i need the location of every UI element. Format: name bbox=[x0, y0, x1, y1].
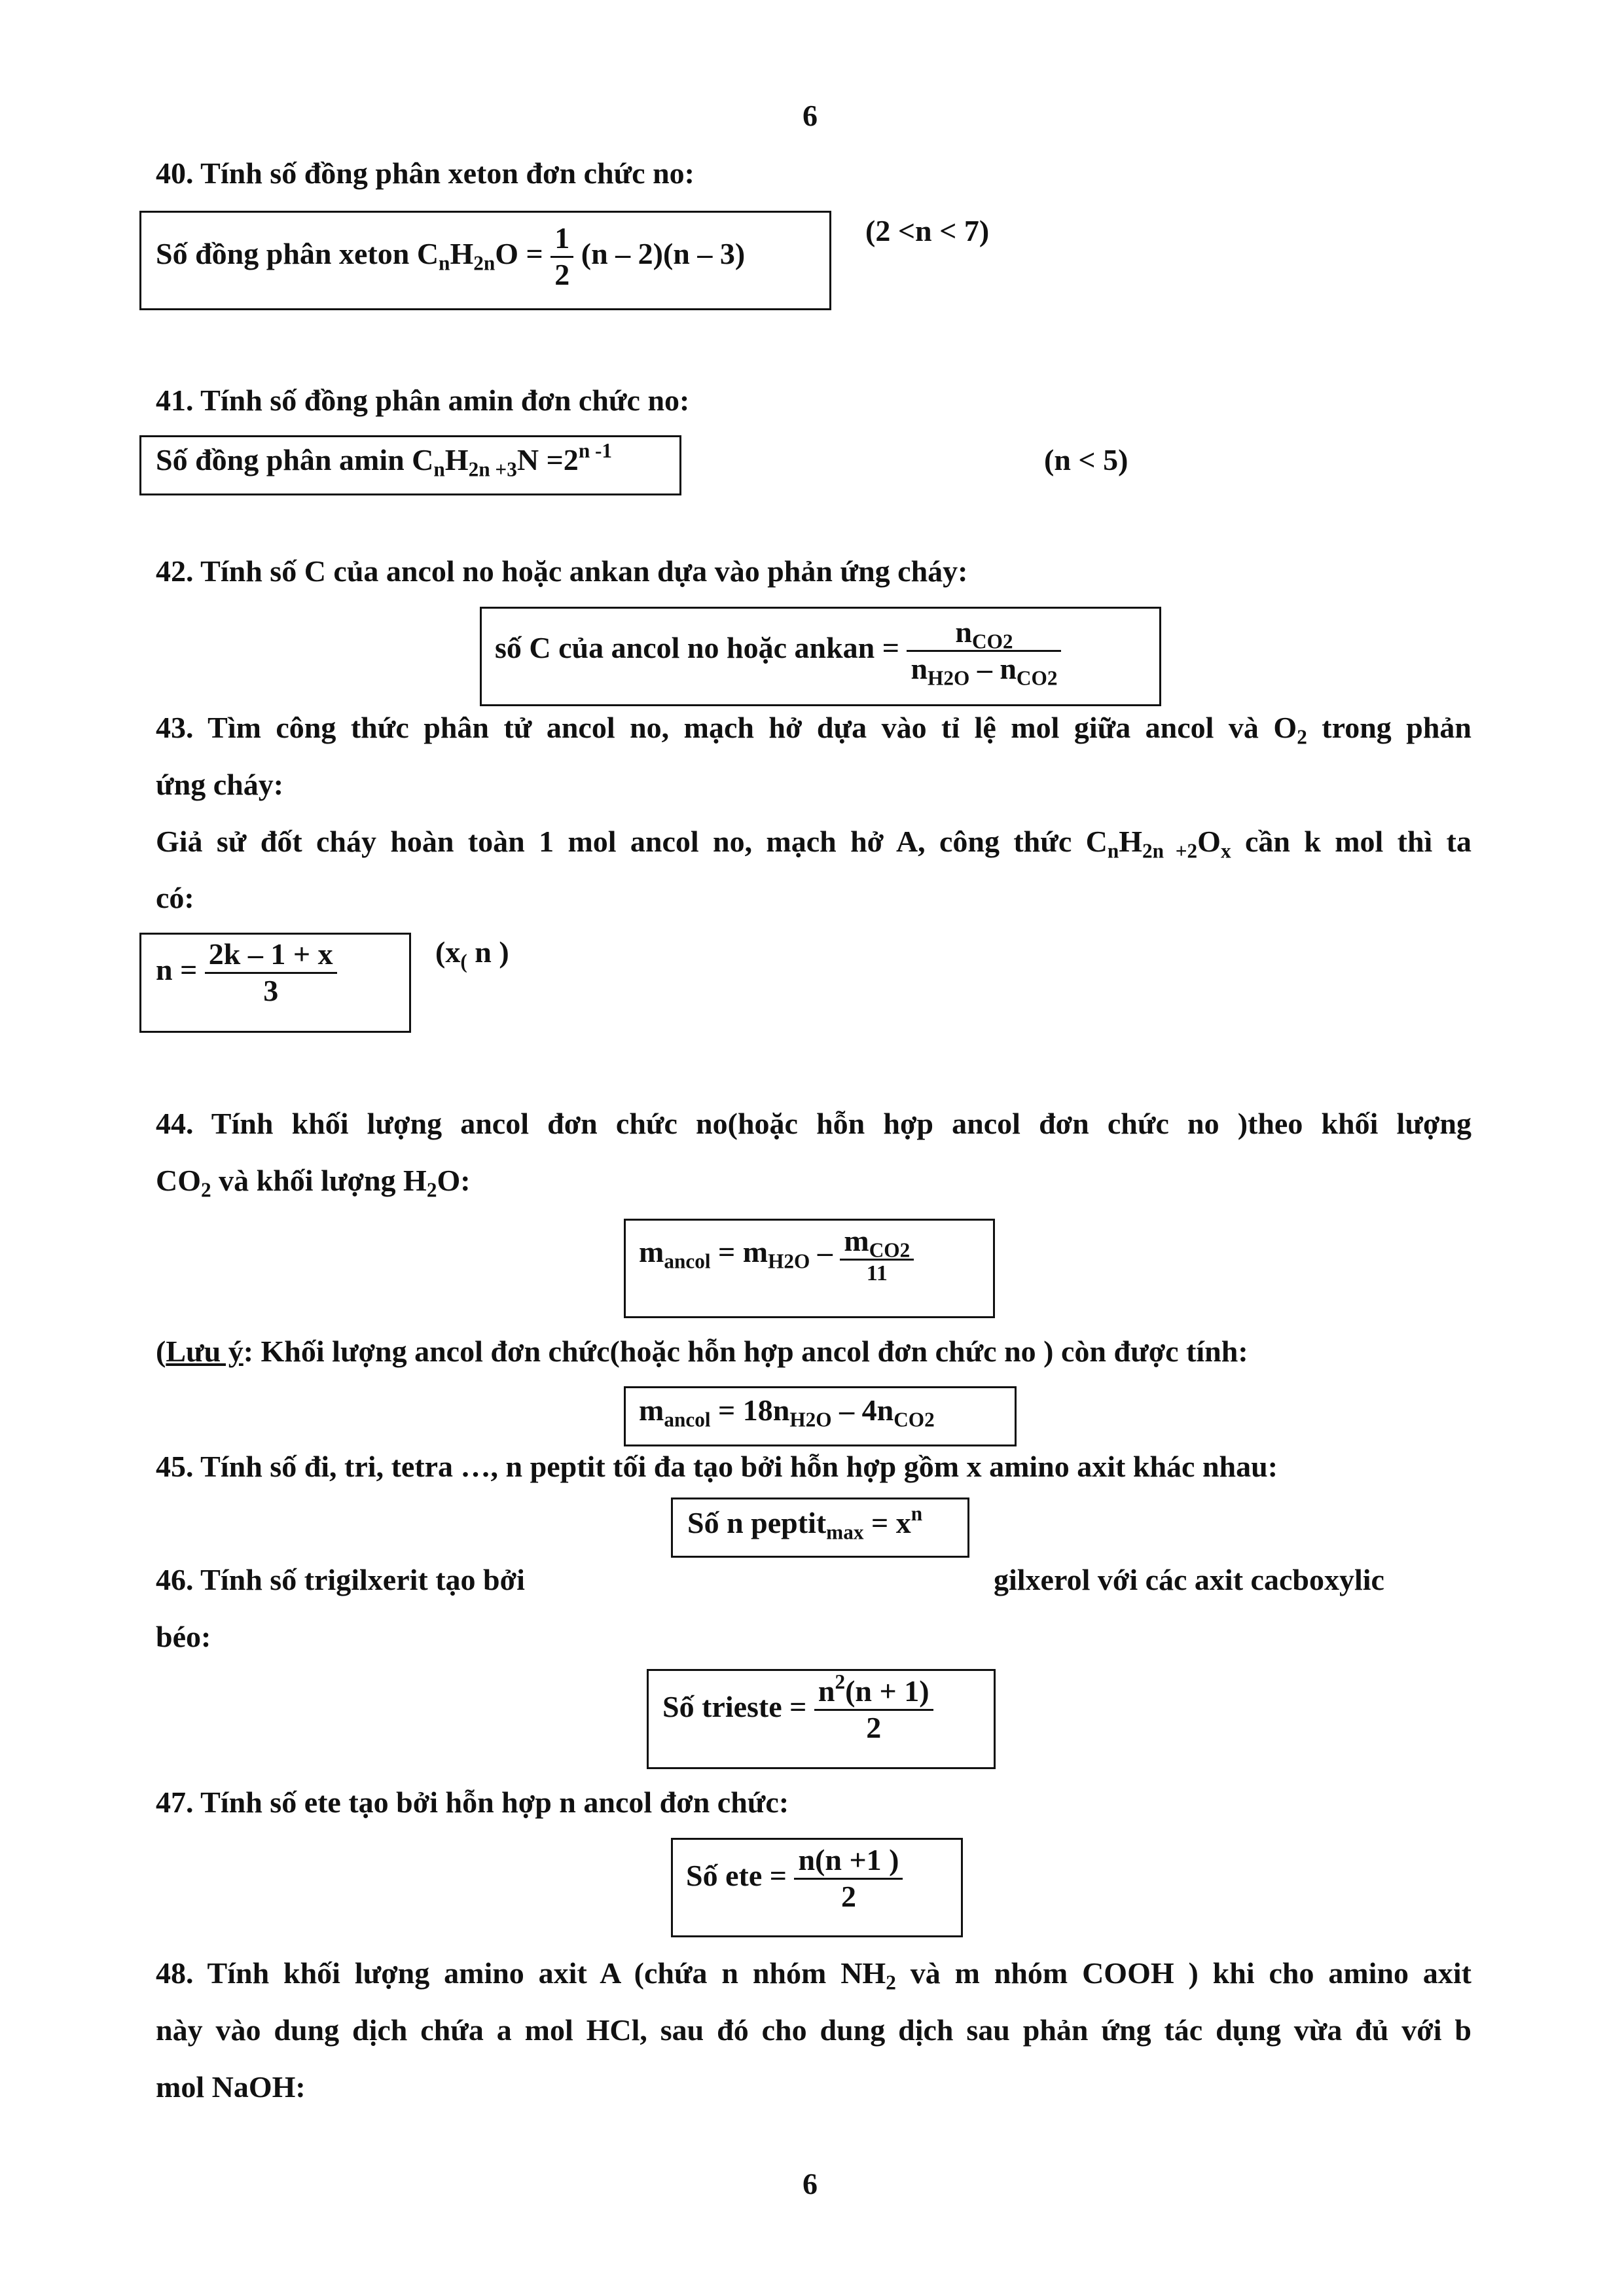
fraction-numerator: $n^2(n + 1)$ bbox=[814, 1674, 933, 1711]
fraction-denominator: 2 bbox=[840, 1879, 856, 1913]
page-number-top: 6 bbox=[803, 99, 818, 132]
fraction-denominator: 11 bbox=[866, 1261, 888, 1285]
section-44-formula: $m_{ancol} = m_{H2O}$ – $\frac{m_{CO2}}{11}$ bbox=[639, 1224, 914, 1286]
section-41-condition: (n < 5) bbox=[1044, 443, 1128, 476]
note-label: Lưu ý bbox=[166, 1335, 244, 1368]
section-46-formula: Số trieste = $\frac{n^2(n + 1)}{2}$ bbox=[662, 1674, 933, 1746]
section-41-heading: 41. Tính số đồng phân amin đơn chức no: bbox=[156, 384, 690, 417]
fraction-numerator: 1 bbox=[550, 221, 573, 258]
section-46-line-1b: gilxerol với các axit cacboxylic bbox=[994, 1563, 1384, 1596]
note-line: (Lưu ý: Khối lượng ancol đơn chức(hoặc hỗn hợp ancol đơn chức no ) còn được tính: bbox=[156, 1335, 1248, 1368]
section-42-formula: số C của ancol no hoặc ankan = $\frac{n_{CO2}}{n_{H2O} - n_{CO2}}$ bbox=[495, 615, 1061, 687]
section-48-line-1: 48. Tính khối lượng amino axit A (chứa n nhóm $NH_2$ và m nhóm COOH ) khi cho amino axit bbox=[156, 1956, 1471, 1994]
section-43-line-4: có: bbox=[156, 881, 194, 914]
section-48-line-2: này vào dung dịch chứa a mol HCl, sau đó cho dung dịch sau phản ứng tác dụng vừa đủ với b bbox=[156, 2013, 1471, 2047]
fraction-denominator: 3 bbox=[263, 973, 279, 1007]
section-46-line-2: béo: bbox=[156, 1620, 211, 1653]
section-44-line-1: 44. Tính khối lượng ancol đơn chức no(hoặc hỗn hợp ancol đơn chức no )theo khối lượng bbox=[156, 1107, 1471, 1140]
section-44-line-2: $CO_2$ và khối lượng $H_2O$: bbox=[156, 1164, 471, 1202]
section-43-line-2: ứng cháy: bbox=[156, 768, 284, 801]
page-number-bottom: 6 bbox=[803, 2167, 818, 2200]
section-40-heading: 40. Tính số đồng phân xeton đơn chức no: bbox=[156, 156, 695, 190]
section-45-heading: 45. Tính số đi, tri, tetra …, n peptit tối đa tạo bởi hỗn hợp gồm x amino axit khác nhau: bbox=[156, 1450, 1278, 1483]
fraction-denominator: 2 bbox=[866, 1710, 882, 1744]
fraction-numerator: $m_{CO2}$ bbox=[840, 1224, 914, 1261]
section-48-line-3: mol NaOH: bbox=[156, 2070, 306, 2104]
fraction-denominator: 2 bbox=[554, 257, 570, 291]
section-41-formula: Số đồng phân amin $C_nH_{2n +3}N =2^{n -1}$ bbox=[156, 439, 613, 481]
section-47-formula: Số ete = $\frac{n(n +1 )}{2}$ bbox=[686, 1843, 903, 1914]
section-40-condition: (2 <n < 7) bbox=[865, 214, 990, 247]
section-43-line-1: 43. Tìm công thức phân tử ancol no, mạch hở dựa vào tỉ lệ mol giữa ancol và $O_2$ trong phản bbox=[156, 711, 1471, 749]
fraction-numerator: 2k – 1 + x bbox=[205, 937, 337, 974]
section-43-formula: n = $\frac{2k - 1 + x}{3}$ bbox=[156, 937, 337, 1009]
fraction-numerator: $n_{CO2}$ bbox=[907, 615, 1061, 652]
section-40-formula: Số đồng phân xeton $C_nH_{2n}O$ = $\frac{1}{2}$ (n – 2)(n – 3) bbox=[156, 221, 746, 291]
section-43-condition: ($x_($ n ) bbox=[435, 935, 509, 973]
section-43-line-3: Giả sử đốt cháy hoàn toàn 1 mol ancol no, mạch hở A, công thức $C_nH_{2n +2}O_x$ cần k mol thì ta bbox=[156, 825, 1471, 863]
section-45-formula: Số n peptit$_{max}$ = $x^n$ bbox=[687, 1502, 923, 1544]
section-42-heading: 42. Tính số C của ancol no hoặc ankan dựa vào phản ứng cháy: bbox=[156, 554, 968, 588]
note-formula: $m_{ancol} = 18n_{H2O} - 4n_{CO2}$ bbox=[639, 1393, 935, 1431]
section-46-line-1a: 46. Tính số trigilxerit tạo bởi bbox=[156, 1563, 525, 1596]
fraction-denominator: $n_{H2O} - n_{CO2}$ bbox=[911, 651, 1058, 690]
fraction-numerator: n(n +1 ) bbox=[794, 1843, 903, 1880]
section-47-heading: 47. Tính số ete tạo bởi hỗn hợp n ancol đơn chức: bbox=[156, 1785, 789, 1819]
